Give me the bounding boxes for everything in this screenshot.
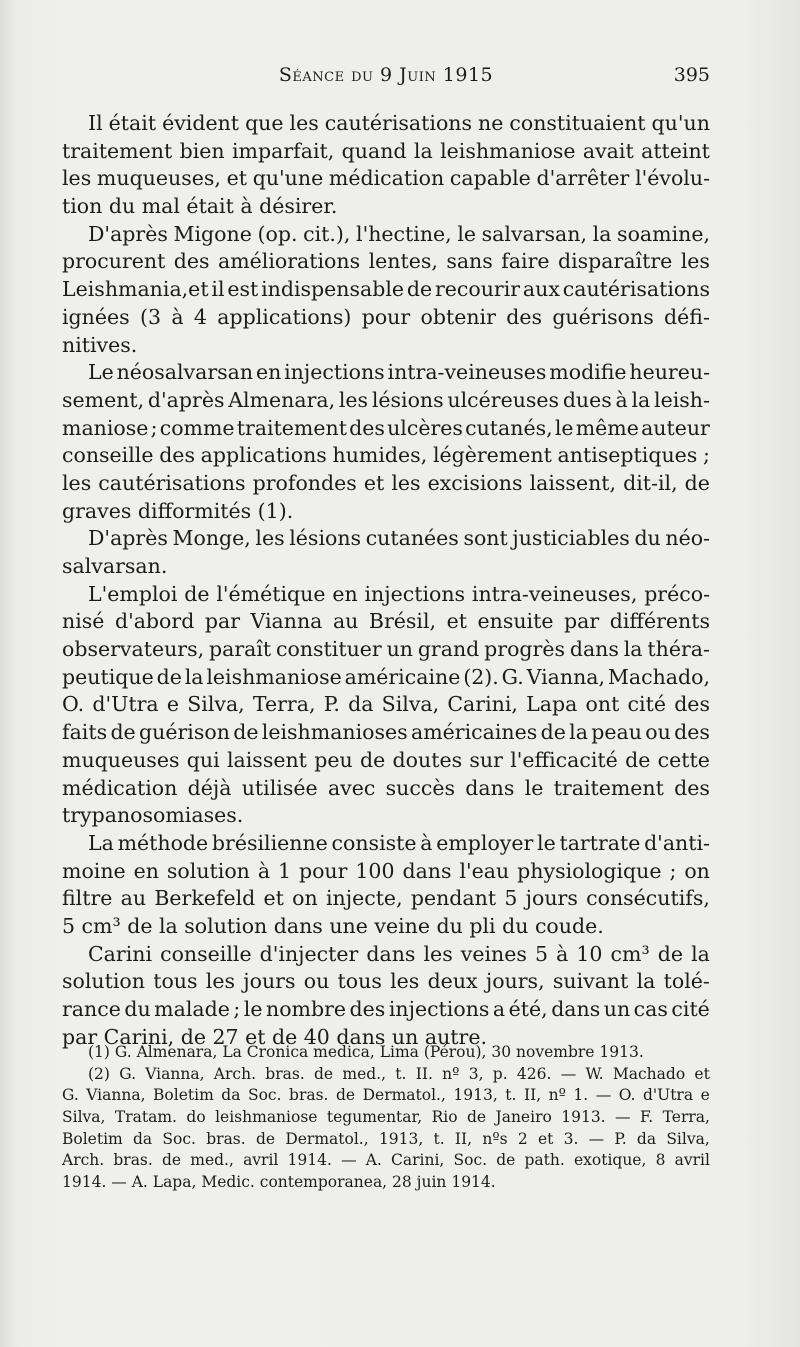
text-line: D'après Migone (op. cit.), l'hectine, le salvarsan, la soamine, bbox=[88, 221, 710, 246]
text-line: Carini conseille d'injecter dans les veines 5 à 10 cm³ de la bbox=[88, 941, 710, 966]
text-line: moine en solution à 1 pour 100 dans l'eau physiologique ; on bbox=[62, 858, 710, 883]
footnote-line: (1) G. Almenara, La Cronica medica, Lima (Pérou), 30 novembre 1913. bbox=[88, 1043, 644, 1061]
text-line: L'emploi de l'émétique en injections intra-veineuses, préco- bbox=[88, 581, 710, 606]
footnote-line: Silva, Tratam. do leishmaniose tegumentar, Rio de Janeiro 1913. — F. Terra, bbox=[62, 1108, 710, 1127]
footnote-line: Arch. bras. de med., avril 1914. — A. Carini, Soc. de path. exotique, 8 avril bbox=[62, 1151, 710, 1170]
text-line: observateurs, paraît constituer un grand progrès dans la théra- bbox=[62, 637, 710, 662]
text-line: muqueuses qui laissent peu de doutes sur l'efficacité de cette bbox=[62, 747, 710, 772]
text-line: procurent des améliorations lentes, sans faire disparaître les bbox=[62, 249, 710, 274]
text-line: médication déjà utilisée avec succès dans le traitement des bbox=[62, 775, 710, 800]
text-line: solution tous les jours ou tous les deux jours, suivant la tolé- bbox=[62, 969, 710, 994]
text-line: Leishmania,et il est indispensable de recourir aux cautérisations bbox=[62, 277, 710, 302]
text-line: les muqueuses, et qu'une médication capable d'arrêter l'évolu- bbox=[62, 166, 710, 191]
text-line: tion du mal était à désirer. bbox=[62, 194, 338, 219]
text-line: les cautérisations profondes et les excisions laissent, dit-il, de bbox=[62, 470, 710, 495]
running-header bbox=[62, 62, 710, 92]
text-line: ignées (3 à 4 applications) pour obtenir des guérisons défi- bbox=[62, 304, 710, 329]
text-line: salvarsan. bbox=[62, 554, 168, 578]
text-line: nitives. bbox=[62, 332, 138, 357]
text-line: conseille des applications humides, légèrement antiseptiques ; bbox=[62, 443, 710, 468]
footnotes bbox=[62, 1042, 710, 1194]
text-line: Le néosalvarsan en injections intra-veineuses modifie heureu- bbox=[88, 360, 710, 385]
text-line: faits de guérison de leishmanioses américaines de la peau ou des bbox=[62, 720, 710, 745]
body-text bbox=[62, 110, 710, 1051]
text-line: nisé d'abord par Vianna au Brésil, et ensuite par différents bbox=[62, 609, 710, 634]
text-line: 5 cm³ de la solution dans une veine du pli du coude. bbox=[62, 913, 604, 938]
text-line: Il était évident que les cautérisations ne constituaient qu'un bbox=[88, 111, 710, 135]
text-line: filtre au Berkefeld et on injecte, pendant 5 jours consécutifs, bbox=[62, 886, 710, 911]
text-line: peutique de la leishmaniose américaine (2). G. Vianna, Machado, bbox=[62, 664, 710, 689]
text-line: sement, d'après Almenara, les lésions ulcéreuses dues à la leish- bbox=[62, 387, 710, 412]
text-line: par Carini, de 27 et de 40 dans un autre. bbox=[62, 1024, 487, 1049]
footnote-line: (2) G. Vianna, Arch. bras. de med., t. II. nº 3, p. 426. — W. Machado et bbox=[88, 1064, 710, 1083]
page-number: 395 bbox=[673, 64, 710, 86]
text-line: rance du malade ; le nombre des injections a été, dans un cas cité bbox=[62, 997, 710, 1021]
footnote-line: 1914. — A. Lapa, Medic. contemporanea, 28 juin 1914. bbox=[62, 1173, 496, 1192]
text-line: maniose ; comme traitement des ulcères cutanés, le même auteur bbox=[62, 415, 710, 440]
text-line: traitement bien imparfait, quand la leishmaniose avait atteint bbox=[62, 138, 710, 163]
text-line: D'après Monge, les lésions cutanées sont justiciables du néo- bbox=[88, 526, 710, 551]
footnote-line: G. Vianna, Boletim da Soc. bras. de Dermatol., 1913, t. II, nº 1. — O. d'Utra e bbox=[62, 1086, 710, 1105]
text-line: La méthode brésilienne consiste à employer le tartrate d'anti- bbox=[88, 830, 710, 855]
text-line: O. d'Utra e Silva, Terra, P. da Silva, Carini, Lapa ont cité des bbox=[62, 692, 710, 717]
footnote-line: Boletim da Soc. bras. de Dermatol., 1913, t. II, nºs 2 et 3. — P. da Silva, bbox=[62, 1129, 710, 1148]
running-title: Séance du 9 Juin 1915 bbox=[278, 64, 494, 86]
text-line: graves difformités (1). bbox=[62, 498, 294, 523]
text-line: trypanosomiases. bbox=[62, 803, 244, 828]
